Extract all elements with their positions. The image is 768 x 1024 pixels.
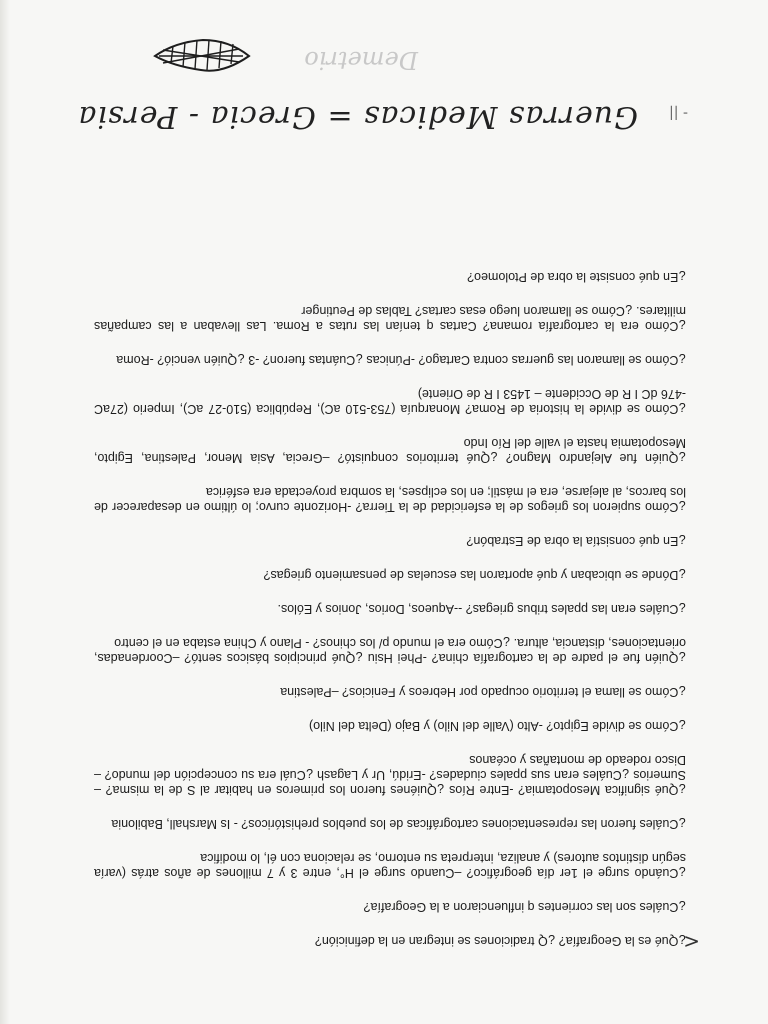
question-10: ¿Dónde se ubicaban y qué aportaron las escuelas de pensamiento griegas?: [263, 568, 686, 582]
question-12: ¿Cómo supieron los griegos de la esfericidad de la Tierra? -Horizonte curvo; lo último en desaparecer de los barcos, al alejarse, era el mástil; en los eclipses, la sombra proyectada era esférica: [90, 485, 686, 514]
question-list: [90, 250, 686, 948]
question-14: ¿Cómo se divide la historia de Roma? Monarquía (753-510 aC), República (510-27 aC), Imperio (27aC -476 dC I R de Occidente – 1453 I R de Oriente): [90, 387, 686, 416]
question-2: ¿Cuáles son las corrientes q influenciaron a la Geografía?: [363, 900, 686, 914]
doodle-sketch-icon: [151, 36, 253, 76]
question-9: ¿Cuáles eran las ppales tribus griegas? --Aqueos, Dorios, Jonios y Eólos.: [277, 602, 686, 616]
question-1: ¿Qué es la Geografía? ¿Q tradiciones se integran en la definición?: [314, 934, 686, 948]
question-13: ¿Quién fue Alejandro Magno? ¿Qué territorios conquistó? –Grecia, Asia Menor, Palestina, Egipto, Mesopotamia hasta el valle del Río Indo: [90, 436, 686, 465]
margin-check-mark: <: [683, 930, 700, 954]
question-7: ¿Cómo se llama el territorio ocupado por Hebreos y Fenicios? –Palestina: [280, 685, 686, 699]
question-6: ¿Cómo se divide Egipto? -Alto (Valle del Nilo) y Bajo (Delta del Nilo): [308, 719, 686, 733]
handwritten-title: Guerras Medicas = Grecia - Persia: [77, 99, 638, 134]
question-15: ¿Cómo se llamaron las guerras contra Cartago? -Púnicas ¿Cuántas fueron? -3 ¿Quién venció? -Roma: [116, 353, 686, 367]
question-16: ¿Cómo era la cartografía romana? Cartas q tenían las rutas a Roma. Las llevaban a las campañas militares. ¿Cómo se llamaron luego esas cartas? Tablas de Peutinger: [90, 304, 686, 333]
margin-tick-mark: - ||: [669, 105, 688, 121]
question-8: ¿Quién fue el padre de la cartografía china? -Phei Hsiu ¿Qué principios básicos sentó? –Coordenadas, orientaciones, distancia, altura. ¿Cómo era el mundo p/ los chinos? - Plano y China estaba en el centro: [90, 636, 686, 665]
question-17: ¿En qué consiste la obra de Ptolomeo?: [467, 270, 686, 284]
question-3: ¿Cuándo surge el 1er día geográfico? –Cuando surge el H°, entre 3 y 7 millones de años atrás (varía según distintos autores) y analiza, interpreta su entorno, se relaciona con él, lo modifica: [90, 851, 686, 880]
faint-handwriting: Demetrio: [304, 46, 418, 74]
question-11: ¿En qué consistía la obra de Estrabón?: [466, 534, 686, 548]
question-4: ¿Cuáles fueron las representaciones cartográficas de los pueblos prehistóricos? - Is Marshall, Babilonia: [111, 817, 686, 831]
question-5: ¿Qué significa Mesopotamia? -Entre Ríos ¿Quiénes fueron los primeros en habitar al S de la misma? –Sumerios ¿Cuáles eran sus ppales ciudades? -Eridú, Ur y Lagash ¿Cuál era su concepción del mundo? – Disco rodeado de montañas y océanos: [90, 753, 686, 797]
